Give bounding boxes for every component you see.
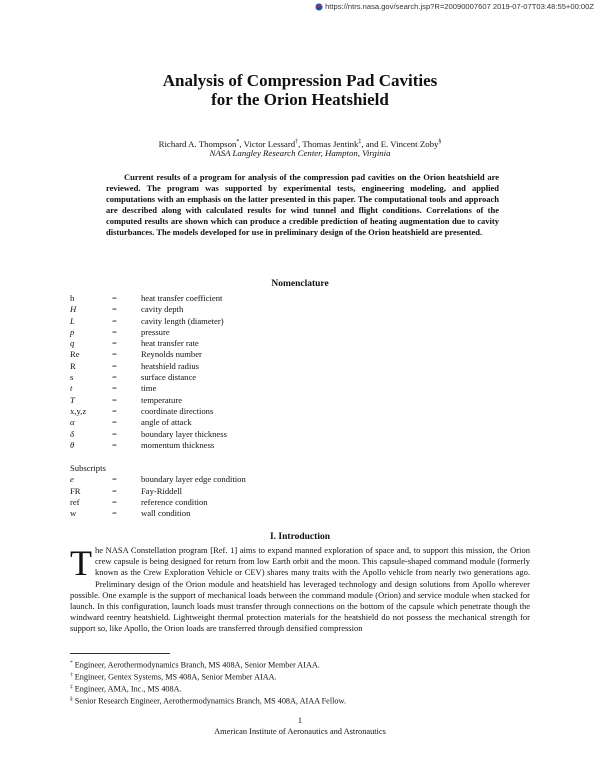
nomenclature-symbol: Re: [70, 349, 80, 360]
subscript-definition: reference condition: [141, 496, 208, 507]
introduction-paragraph: [70, 545, 530, 635]
nomenclature-symbol: T: [70, 394, 75, 405]
subscript-row: [70, 508, 246, 519]
author-4: E. Vincent Zoby: [380, 138, 439, 149]
nomenclature-row: [70, 417, 227, 428]
nomenclature-list: [70, 293, 227, 451]
nomenclature-definition: heat transfer rate: [141, 338, 199, 349]
footnote-text: Senior Research Engineer, Aerothermodynamics Branch, MS 408A, AIAA Fellow.: [72, 696, 346, 706]
nomenclature-row: [70, 406, 227, 417]
equals-sign: =: [112, 496, 117, 507]
nomenclature-definition: pressure: [141, 326, 170, 337]
nomenclature-definition: temperature: [141, 394, 183, 405]
equals-sign: =: [112, 349, 117, 360]
page-number: 1: [297, 716, 303, 725]
subscript-row: [70, 474, 246, 485]
equals-sign: =: [112, 417, 117, 428]
abstract: Current results of a program for analysis of the compression pad cavities on the Orion heatshield are reviewed. The program was supported by experimental tests, engineering modeling, and applied computations with an emphasis on the latter presented in this paper. The computational tools and approach are described along with calculated results for wind tunnel and flight conditions. Correlations of the computed results are shown which can produce a credible prediction of heating augmentation due to cavity disturbances. The models developed for use in preliminary design of the Orion heatshield are presented.: [106, 172, 499, 237]
author-sep-1: ,: [239, 138, 244, 149]
nomenclature-row: [70, 349, 227, 360]
footnote: [70, 670, 277, 683]
equals-sign: =: [112, 508, 117, 519]
subscript-definition: boundary layer edge condition: [141, 474, 246, 485]
nomenclature-definition: momentum thickness: [141, 439, 215, 450]
nomenclature-symbol: θ: [70, 439, 75, 450]
author-1: Richard A. Thompson: [158, 138, 237, 149]
nomenclature-symbol: x,y,z: [70, 405, 87, 416]
nomenclature-symbol: s: [70, 372, 74, 383]
author-sep-3: , and: [361, 138, 381, 149]
source-url[interactable]: https://ntrs.nasa.gov/search.jsp?R=20090007607 2019-07-07T03:48:55+00:00Z: [325, 2, 594, 11]
footnote-mark: ‡: [70, 684, 73, 690]
nomenclature-row: [70, 293, 227, 304]
footnote-mark: †: [70, 672, 73, 678]
nomenclature-row: [70, 440, 227, 451]
section-heading: I. Introduction: [269, 532, 330, 542]
equals-sign: =: [112, 428, 117, 439]
equals-sign: =: [112, 439, 117, 450]
equals-sign: =: [112, 405, 117, 416]
nomenclature-definition: cavity length (diameter): [141, 315, 224, 326]
nomenclature-definition: heat transfer coefficient: [141, 293, 223, 303]
nomenclature-row: [70, 327, 227, 338]
nomenclature-row: [70, 383, 227, 394]
equals-sign: =: [112, 293, 117, 303]
subscript-symbol: e: [70, 474, 74, 485]
nomenclature-definition: cavity depth: [141, 304, 184, 315]
author-3: Thomas Jentink: [302, 138, 359, 149]
equals-sign: =: [112, 485, 117, 496]
paper-title: [0, 71, 600, 109]
nomenclature-row: [70, 338, 227, 349]
nasa-ntrs-icon: [315, 3, 323, 11]
nomenclature-symbol: R: [70, 360, 76, 371]
footnote-mark: *: [70, 660, 73, 666]
affiliation: NASA Langley Research Center, Hampton, Virginia: [209, 148, 391, 158]
nomenclature-row: [70, 304, 227, 315]
subscript-row: [70, 497, 246, 508]
author-sep-2: ,: [298, 138, 303, 149]
nomenclature-definition: coordinate directions: [141, 405, 214, 416]
footnote: [70, 658, 320, 671]
nomenclature-symbol: δ: [70, 428, 74, 439]
nomenclature-symbol: L: [70, 315, 75, 326]
nomenclature-definition: boundary layer thickness: [141, 428, 227, 439]
nomenclature-symbol: h: [70, 293, 75, 303]
subscripts-heading: Subscripts: [70, 463, 106, 473]
footnote-text: Engineer, AMA, Inc., MS 408A.: [72, 684, 182, 694]
subscript-symbol: ref: [70, 496, 80, 507]
nomenclature-heading: Nomenclature: [271, 279, 329, 289]
subscript-symbol: w: [70, 508, 77, 519]
nomenclature-row: [70, 372, 227, 383]
footnote: [70, 682, 182, 695]
equals-sign: =: [112, 372, 117, 383]
nomenclature-symbol: q: [70, 338, 75, 349]
footnote: [70, 694, 346, 707]
title-line-2: for the Orion Heatshield: [211, 90, 389, 109]
equals-sign: =: [112, 383, 117, 394]
subscript-row: [70, 486, 246, 497]
author-1-mark: *: [236, 139, 240, 145]
author-4-mark: §: [438, 139, 442, 145]
subscript-definition: Fay-Riddell: [141, 485, 183, 496]
nomenclature-definition: angle of attack: [141, 417, 192, 428]
footnote-rule: [70, 653, 170, 654]
nomenclature-row: [70, 395, 227, 406]
nomenclature-row: [70, 361, 227, 372]
nomenclature-definition: heatshield radius: [141, 360, 199, 371]
equals-sign: =: [112, 360, 117, 371]
nomenclature-definition: surface distance: [141, 372, 197, 383]
nomenclature-row: [70, 316, 227, 327]
nomenclature-symbol: H: [70, 304, 77, 315]
nomenclature-symbol: α: [70, 417, 75, 428]
source-url-line[interactable]: [315, 2, 594, 11]
footnote-text: Engineer, Aerothermodynamics Branch, MS 408A, Senior Member AIAA.: [72, 660, 320, 670]
subscript-definition: wall condition: [141, 508, 191, 519]
drop-cap: T: [70, 543, 92, 583]
nomenclature-definition: Reynolds number: [141, 349, 202, 360]
nomenclature-row: [70, 429, 227, 440]
author-2-mark: †: [295, 139, 299, 145]
equals-sign: =: [112, 394, 117, 405]
introduction-text: he NASA Constellation program [Ref. 1] aims to expand manned exploration of space and, to support this mission, the Orion crew capsule is being designed for return from low Earth orbit and the moon. This capsule-shaped command module (formerly known as the Crew Exploration Vehicle or CEV) shares many traits with the Apollo vehicle from nearly two generations ago. Preliminary design of the Orion module and heatshield has leveraged technology and design solutions from Apollo wherever possible. One example is the support of mechanical loads between the command module (Orion) and service module when stacked for launch. In this configuration, launch loads must transfer through connections on the bottom of the capsule which penetrate though the windward reentry heatshield. Lightweight thermal protection materials for the heatshield do not possess the mechanical strength for support so, like Apollo, the Orion loads are transferred through densified compression: [70, 545, 530, 634]
footnote-mark: §: [70, 696, 73, 702]
title-line-1: Analysis of Compression Pad Cavities: [162, 71, 438, 90]
footnote-text: Engineer, Gentex Systems, MS 408A, Senior Member AIAA.: [72, 672, 277, 682]
nomenclature-symbol: t: [70, 383, 73, 394]
equals-sign: =: [112, 474, 117, 485]
equals-sign: =: [112, 326, 117, 337]
subscripts-list: [70, 463, 246, 519]
equals-sign: =: [112, 304, 117, 315]
footer-organization: American Institute of Aeronautics and Astronautics: [214, 727, 386, 736]
equals-sign: =: [112, 338, 117, 349]
subscript-symbol: FR: [70, 485, 81, 496]
equals-sign: =: [112, 315, 117, 326]
nomenclature-definition: time: [141, 383, 157, 394]
nomenclature-symbol: p: [70, 326, 75, 337]
author-2: Victor Lessard: [243, 138, 296, 149]
author-3-mark: ‡: [358, 139, 362, 145]
